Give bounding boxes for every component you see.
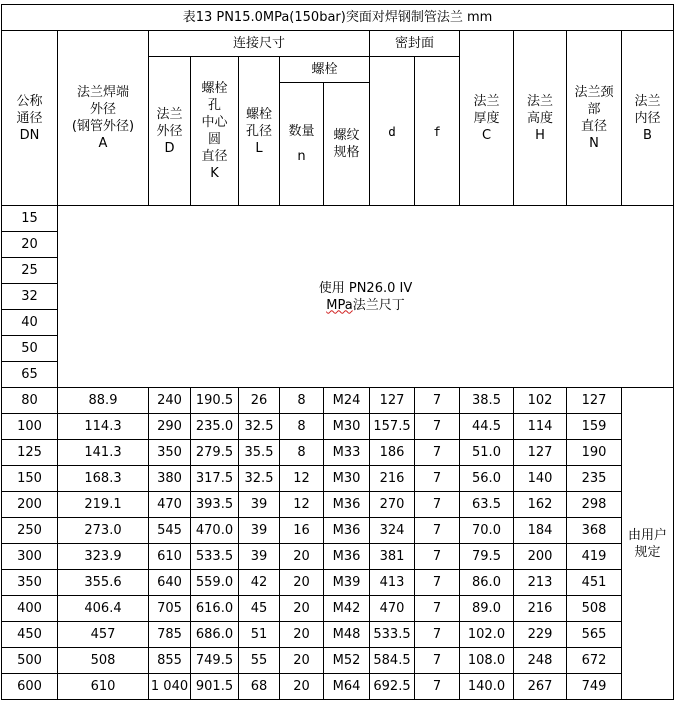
cell-n: 20 <box>280 570 324 596</box>
table-row <box>2 570 674 596</box>
cell-seal-d: 413 <box>370 570 415 596</box>
header-flange-height: 法兰 高度 H <box>514 31 567 206</box>
cell-h: 162 <box>514 492 567 518</box>
header-seal-d: d <box>370 57 415 206</box>
cell-seal-d: 216 <box>370 466 415 492</box>
cell-l: 32.5 <box>239 466 280 492</box>
cell-d: 350 <box>149 440 191 466</box>
cell-n: 8 <box>280 414 324 440</box>
cell-neck: 235 <box>567 466 622 492</box>
cell-c: 108.0 <box>460 648 514 674</box>
cell-neck: 565 <box>567 622 622 648</box>
cell-seal-d: 186 <box>370 440 415 466</box>
cell-a: 406.4 <box>58 596 149 622</box>
cell-neck: 127 <box>567 388 622 414</box>
cell-dn: 100 <box>2 414 58 440</box>
cell-h: 114 <box>514 414 567 440</box>
cell-neck: 159 <box>567 414 622 440</box>
header-seal-f: f <box>415 57 460 206</box>
cell-h: 267 <box>514 674 567 700</box>
cell-dn: 500 <box>2 648 58 674</box>
header-inner-diameter: 法兰 内径 B <box>622 31 674 206</box>
cell-d: 470 <box>149 492 191 518</box>
cell-h: 127 <box>514 440 567 466</box>
header-sealing-face: 密封面 <box>370 31 460 57</box>
cell-dn: 300 <box>2 544 58 570</box>
cell-seal-f: 7 <box>415 518 460 544</box>
cell-l: 39 <box>239 518 280 544</box>
cell-a: 508 <box>58 648 149 674</box>
header-dn: 公称 通径 DN <box>2 31 58 206</box>
cell-neck: 298 <box>567 492 622 518</box>
cell-n: 20 <box>280 648 324 674</box>
cell-seal-d: 584.5 <box>370 648 415 674</box>
cell-h: 229 <box>514 622 567 648</box>
cell-l: 55 <box>239 648 280 674</box>
cell-neck: 749 <box>567 674 622 700</box>
cell-seal-d: 270 <box>370 492 415 518</box>
header-bolt-hole-diameter: 螺栓 孔径 L <box>239 57 280 206</box>
cell-h: 200 <box>514 544 567 570</box>
table-row <box>2 440 674 466</box>
cell-k: 533.5 <box>191 544 239 570</box>
table-row <box>2 544 674 570</box>
cell-d: 290 <box>149 414 191 440</box>
cell-h: 216 <box>514 596 567 622</box>
cell-thread: M39 <box>324 570 370 596</box>
cell-l: 68 <box>239 674 280 700</box>
cell-seal-f: 7 <box>415 492 460 518</box>
cell-h: 140 <box>514 466 567 492</box>
cell-l: 45 <box>239 596 280 622</box>
cell-d: 705 <box>149 596 191 622</box>
cell-k: 616.0 <box>191 596 239 622</box>
cell-k: 279.5 <box>191 440 239 466</box>
table-row <box>2 466 674 492</box>
cell-n: 20 <box>280 544 324 570</box>
cell-neck: 190 <box>567 440 622 466</box>
dn-cell: 32 <box>2 284 58 310</box>
cell-seal-f: 7 <box>415 622 460 648</box>
cell-dn: 125 <box>2 440 58 466</box>
cell-seal-d: 692.5 <box>370 674 415 700</box>
cell-c: 38.5 <box>460 388 514 414</box>
table-row <box>2 388 674 414</box>
table-row <box>2 492 674 518</box>
cell-seal-f: 7 <box>415 466 460 492</box>
cell-k: 235.0 <box>191 414 239 440</box>
cell-h: 102 <box>514 388 567 414</box>
cell-c: 102.0 <box>460 622 514 648</box>
table-row <box>2 622 674 648</box>
cell-thread: M30 <box>324 466 370 492</box>
cell-c: 79.5 <box>460 544 514 570</box>
cell-thread: M36 <box>324 544 370 570</box>
cell-seal-f: 7 <box>415 440 460 466</box>
dn-cell: 50 <box>2 336 58 362</box>
cell-d: 240 <box>149 388 191 414</box>
cell-h: 213 <box>514 570 567 596</box>
dn-cell: 25 <box>2 258 58 284</box>
cell-k: 901.5 <box>191 674 239 700</box>
cell-d: 855 <box>149 648 191 674</box>
table-title: 表13 PN15.0MPa(150bar)突面对焊钢制管法兰 mm <box>2 5 674 31</box>
header-bolt-count: 数量 n <box>280 83 324 206</box>
cell-seal-d: 470 <box>370 596 415 622</box>
cell-a: 219.1 <box>58 492 149 518</box>
cell-c: 89.0 <box>460 596 514 622</box>
cell-seal-d: 381 <box>370 544 415 570</box>
header-flange-od: 法兰 外径 D <box>149 57 191 206</box>
cell-neck: 672 <box>567 648 622 674</box>
cell-neck: 419 <box>567 544 622 570</box>
cell-k: 317.5 <box>191 466 239 492</box>
header-weld-end-od: 法兰焊端 外径 (钢管外径) A <box>58 31 149 206</box>
cell-seal-d: 533.5 <box>370 622 415 648</box>
cell-thread: M30 <box>324 414 370 440</box>
cell-l: 35.5 <box>239 440 280 466</box>
cell-a: 273.0 <box>58 518 149 544</box>
cell-seal-f: 7 <box>415 596 460 622</box>
cell-seal-f: 7 <box>415 674 460 700</box>
cell-seal-d: 127 <box>370 388 415 414</box>
cell-n: 20 <box>280 596 324 622</box>
cell-dn: 250 <box>2 518 58 544</box>
cell-h: 184 <box>514 518 567 544</box>
cell-k: 393.5 <box>191 492 239 518</box>
cell-c: 70.0 <box>460 518 514 544</box>
cell-neck: 368 <box>567 518 622 544</box>
table-row <box>2 648 674 674</box>
cell-dn: 400 <box>2 596 58 622</box>
cell-thread: M64 <box>324 674 370 700</box>
cell-k: 190.5 <box>191 388 239 414</box>
cell-a: 88.9 <box>58 388 149 414</box>
cell-n: 12 <box>280 466 324 492</box>
cell-d: 545 <box>149 518 191 544</box>
cell-seal-f: 7 <box>415 570 460 596</box>
cell-a: 457 <box>58 622 149 648</box>
user-defined-note: 由用户 规定 <box>622 388 674 700</box>
dn-cell: 20 <box>2 232 58 258</box>
cell-thread: M36 <box>324 492 370 518</box>
header-bolt: 螺栓 <box>280 57 370 83</box>
cell-c: 56.0 <box>460 466 514 492</box>
cell-seal-f: 7 <box>415 414 460 440</box>
table-row <box>2 674 674 700</box>
cell-seal-f: 7 <box>415 648 460 674</box>
header-flange-thickness: 法兰 厚度 C <box>460 31 514 206</box>
cell-k: 559.0 <box>191 570 239 596</box>
header-thread-size: 螺纹 规格 <box>324 83 370 206</box>
cell-thread: M36 <box>324 518 370 544</box>
cell-l: 39 <box>239 544 280 570</box>
cell-c: 44.5 <box>460 414 514 440</box>
header-neck-diameter: 法兰颈 部 直径 N <box>567 31 622 206</box>
dn-cell: 40 <box>2 310 58 336</box>
cell-seal-f: 7 <box>415 544 460 570</box>
dn-cell: 15 <box>2 206 58 232</box>
cell-a: 610 <box>58 674 149 700</box>
cell-thread: M24 <box>324 388 370 414</box>
cell-n: 20 <box>280 674 324 700</box>
cell-c: 86.0 <box>460 570 514 596</box>
cell-c: 63.5 <box>460 492 514 518</box>
cell-thread: M52 <box>324 648 370 674</box>
header-bolt-circle-diameter: 螺栓 孔 中心 圆 直径 K <box>191 57 239 206</box>
cell-thread: M33 <box>324 440 370 466</box>
cell-neck: 508 <box>567 596 622 622</box>
cell-thread: M42 <box>324 596 370 622</box>
flange-dimension-table <box>1 4 674 700</box>
cell-k: 470.0 <box>191 518 239 544</box>
table-row <box>2 518 674 544</box>
cell-h: 248 <box>514 648 567 674</box>
cell-d: 610 <box>149 544 191 570</box>
cell-k: 749.5 <box>191 648 239 674</box>
cell-d: 640 <box>149 570 191 596</box>
cell-l: 32.5 <box>239 414 280 440</box>
cell-n: 16 <box>280 518 324 544</box>
cell-l: 42 <box>239 570 280 596</box>
cell-thread: M48 <box>324 622 370 648</box>
cell-d: 785 <box>149 622 191 648</box>
cell-neck: 451 <box>567 570 622 596</box>
cell-a: 168.3 <box>58 466 149 492</box>
pn26-reference-note: 使用 PN26.0 IV MPa法兰尺丁 <box>58 206 674 388</box>
header-connection-dimensions: 连接尺寸 <box>149 31 370 57</box>
cell-dn: 150 <box>2 466 58 492</box>
cell-a: 141.3 <box>58 440 149 466</box>
cell-dn: 80 <box>2 388 58 414</box>
cell-seal-d: 157.5 <box>370 414 415 440</box>
cell-c: 51.0 <box>460 440 514 466</box>
cell-dn: 600 <box>2 674 58 700</box>
cell-d: 380 <box>149 466 191 492</box>
cell-d: 1 040 <box>149 674 191 700</box>
cell-k: 686.0 <box>191 622 239 648</box>
cell-l: 51 <box>239 622 280 648</box>
cell-a: 355.6 <box>58 570 149 596</box>
cell-seal-f: 7 <box>415 388 460 414</box>
dn-cell: 65 <box>2 362 58 388</box>
cell-dn: 450 <box>2 622 58 648</box>
cell-c: 140.0 <box>460 674 514 700</box>
cell-a: 114.3 <box>58 414 149 440</box>
cell-dn: 200 <box>2 492 58 518</box>
cell-n: 12 <box>280 492 324 518</box>
cell-n: 8 <box>280 388 324 414</box>
cell-l: 26 <box>239 388 280 414</box>
cell-dn: 350 <box>2 570 58 596</box>
table-row <box>2 414 674 440</box>
table-row <box>2 596 674 622</box>
cell-seal-d: 324 <box>370 518 415 544</box>
cell-l: 39 <box>239 492 280 518</box>
cell-n: 20 <box>280 622 324 648</box>
cell-n: 8 <box>280 440 324 466</box>
cell-a: 323.9 <box>58 544 149 570</box>
